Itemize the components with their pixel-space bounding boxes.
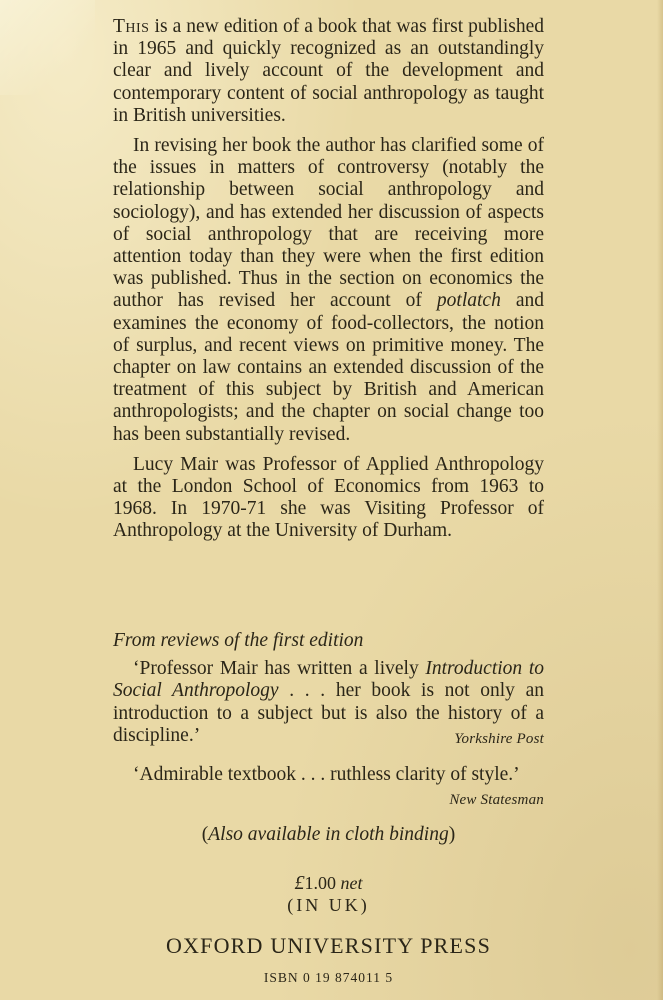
blurb-paragraph-2 [113,135,544,446]
blurb-p2-text-b: and examines the economy of food-collectors, the notion of surplus, and recent views on primitive money. The chapter on law contains an extended discussion of the treatment of this subject by British and American anthropologists; and the chapter on social change too has been substantially revised. [113,290,545,445]
review-source-1: Yorkshire Post [454,730,544,747]
reviews-section [113,630,544,825]
isbn-number: ISBN 0 19 874011 5 [263,970,394,985]
quote2-text: ‘Admirable textbook . . . ruthless clarity of style.’ [133,764,520,786]
quote1-book-title: Introduction to Social Anthropology [113,658,544,702]
review-source-2: New Statesman [449,792,544,809]
author-bio: Lucy Mair was Professor of Applied Anthropology at the London School of Economics from 1963 to 1968. In 1970-71 she was Visiting Professor of Anthropology at the University of Durham. [113,453,544,542]
review-quote-2 [113,764,544,811]
reviews-heading: From reviews of the first edition [113,630,364,651]
cloth-paren-open: ( [201,824,209,845]
blurb-lead-word: This [113,16,150,37]
quote1-text-b: . . . her book is not only an introduction to a subject but is also the history of a discipline.’ [113,680,544,746]
book-blurb [113,16,544,551]
blurb-paragraph-1 [113,16,544,127]
cloth-paren-close: ) [448,824,456,845]
blurb-p1-text: is a new edition of a book that was first published in 1965 and quickly recognized as an outstandingly clear and lively account of the development and contemporary content of social anthropology as taught in British universities. [113,16,544,126]
price-currency: £ [294,872,305,894]
quote1-text-a: ‘Professor Mair has written a lively [133,658,426,680]
publisher-name: OXFORD UNIVERSITY PRESS [165,933,492,958]
review-quote-1 [113,658,544,750]
corner-wear [0,0,95,95]
price-amount: 1.00 [304,873,336,893]
price-region: (IN UK) [287,895,370,915]
cloth-text: Also available in cloth binding [208,824,449,845]
price-net: net [340,873,363,893]
page-edge-shadow [657,0,663,1000]
blurb-p2-emphasis: potlatch [436,290,501,312]
blurb-p2-text-a: In revising her book the author has clarified some of the issues in matters of controversy (notably the relationship between social anthropology and sociology), and has extended her discussion of aspects of social anthropology that are receiving more attention today than they were when the first edition was published. Thus in the section on economics the author has revised her account of [113,135,544,312]
price-line [113,872,544,894]
price-block [113,872,544,916]
cloth-binding-note [113,824,544,846]
